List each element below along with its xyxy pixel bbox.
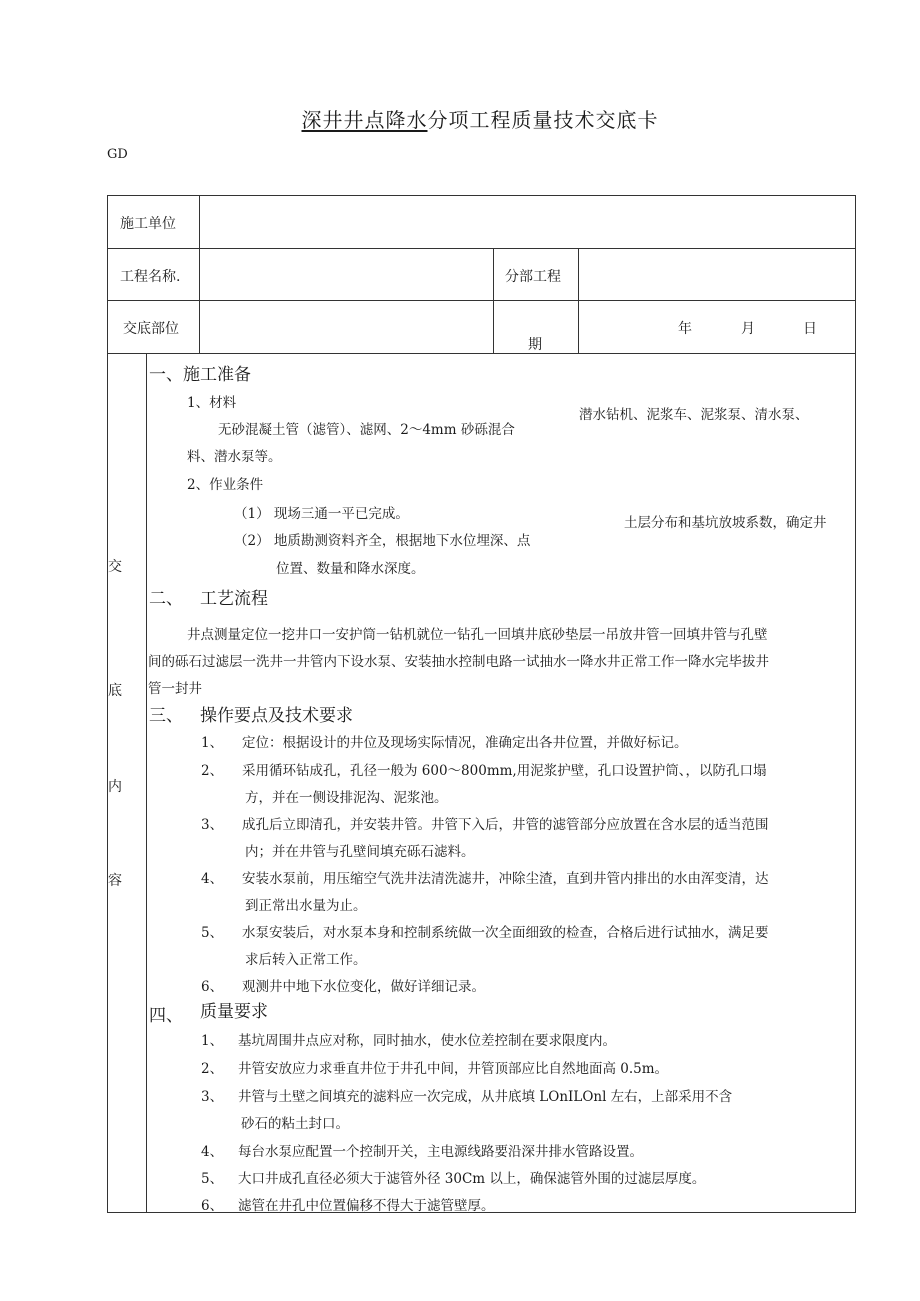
s4-item-3-line-2: 砂石的粘土封口。 xyxy=(241,1116,349,1132)
s3-item-6-num: 6、 xyxy=(201,979,224,995)
s4-item-4-text: 每台水泵应配置一个控制开关，主电源线路要沿深井排水管路设置。 xyxy=(238,1144,643,1160)
s4-item-6-num: 6、 xyxy=(201,1198,224,1214)
s4-item-5-text: 大口井成孔直径必须大于滤管外径 30Cm 以上，确保滤管外围的过滤层厚度。 xyxy=(238,1171,706,1187)
subproject-label: 分部工程 xyxy=(505,269,561,285)
s3-item-3-line-1: 成孔后立即清孔，并安装井管。井管下入后，井管的滤管部分应放置在含水层的适当范围 xyxy=(242,817,769,833)
side-char-3: 内 xyxy=(108,779,122,795)
side-char-4: 容 xyxy=(108,873,122,889)
condition-right-text: 土层分布和基坑放坡系数，确定井 xyxy=(624,515,827,531)
s3-item-5-num: 5、 xyxy=(201,925,224,941)
mid-col-divider-right xyxy=(578,248,579,353)
s4-item-2-text: 井管安放应力求垂直井位于井孔中间，井管顶部应比自然地面高 0.5m。 xyxy=(238,1061,669,1077)
s3-item-4-num: 4、 xyxy=(201,871,224,887)
handover-part-field[interactable] xyxy=(200,304,490,350)
s3-item-2-line-2: 方，并在一侧设排泥沟、泥浆池。 xyxy=(245,790,448,806)
s4-item-2-num: 2、 xyxy=(201,1061,224,1077)
border-top xyxy=(107,195,856,196)
s4-item-5-num: 5、 xyxy=(201,1171,224,1187)
material-label: 1、材料 xyxy=(187,395,237,411)
side-col-divider xyxy=(146,353,147,1213)
s4-item-1-num: 1、 xyxy=(201,1033,224,1049)
s3-item-3-line-2: 内；并在井管与孔壁间填充砾石滤料。 xyxy=(245,844,475,860)
material-line-2: 料、潜水泵等。 xyxy=(187,449,282,465)
s3-item-4-line-2: 到正常出水量为止。 xyxy=(245,898,367,914)
section-2-heading: 工艺流程 xyxy=(200,589,268,609)
process-line-2: 间的砾石过滤层一洗井一井管内下设水泵、安装抽水控制电路一试抽水一降水井正常工作一降水完毕拔井 xyxy=(148,654,769,670)
s4-item-3-line-1: 井管与土壁之间填充的滤料应一次完成，从井底填 LOnILOnl 左右，上部采用不含 xyxy=(238,1089,733,1105)
s3-item-2-line-1: 采用循环钻成孔，孔径一般为 600～800mm,用泥浆护壁，孔口设置护筒、，以防孔口塌 xyxy=(242,763,767,779)
section-4-number: 四、 xyxy=(149,1006,183,1026)
row-divider-3 xyxy=(107,353,856,354)
material-line-1: 无砂混凝土管（滤管）、滤网、2～4mm 砂砾混合 xyxy=(218,422,515,438)
day-label: 日 xyxy=(803,321,817,337)
conditions-label: 2、作业条件 xyxy=(187,477,264,493)
condition-2-line-2: 位置、数量和降水深度。 xyxy=(276,561,425,577)
title-underlined: 深井井点降水 xyxy=(301,108,428,132)
section-3-heading: 操作要点及技术要求 xyxy=(200,706,353,726)
border-left xyxy=(107,195,108,1213)
date-label: 期 xyxy=(528,337,542,353)
s3-item-2-num: 2、 xyxy=(201,763,224,779)
section-3-number: 三、 xyxy=(149,706,183,726)
side-char-2: 底 xyxy=(108,683,122,699)
project-name-field[interactable] xyxy=(200,252,490,298)
section-1-heading: 一、施工准备 xyxy=(149,365,251,385)
section-4-heading: 质量要求 xyxy=(200,1002,268,1022)
document-title xyxy=(0,104,920,133)
condition-1: （1） 现场三通一平已完成。 xyxy=(234,506,409,522)
document-code: GD xyxy=(107,147,128,162)
s3-item-1-num: 1、 xyxy=(201,735,224,751)
title-rest: 分项工程质量技术交底卡 xyxy=(427,108,659,132)
process-line-3: 管一封井 xyxy=(148,681,202,697)
construction-unit-label: 施工单位 xyxy=(120,216,176,232)
s4-item-6-text: 滤管在井孔中位置偏移不得大于滤管壁厚。 xyxy=(238,1198,495,1214)
s3-item-5-line-2: 求后转入正常工作。 xyxy=(245,952,367,968)
s3-item-1-text: 定位：根据设计的井位及现场实际情况，准确定出各井位置，并做好标记。 xyxy=(242,735,688,751)
construction-unit-field[interactable] xyxy=(200,200,854,246)
s4-item-4-num: 4、 xyxy=(201,1144,224,1160)
mid-col-divider-left xyxy=(493,248,494,353)
condition-2-line-1: （2） 地质勘测资料齐全，根据地下水位埋深、点 xyxy=(234,533,531,549)
s3-item-4-line-1: 安装水泵前，用压缩空气洗井法清洗滤井，冲除尘渣，直到井管内排出的水由浑变清，达 xyxy=(242,871,769,887)
s3-item-3-num: 3、 xyxy=(201,817,224,833)
year-label: 年 xyxy=(678,321,692,337)
row-divider-1 xyxy=(107,248,856,249)
month-label: 月 xyxy=(741,321,755,337)
s3-item-5-line-1: 水泵安装后，对水泵本身和控制系统做一次全面细致的检查，合格后进行试抽水，满足要 xyxy=(242,925,769,941)
subproject-field[interactable] xyxy=(580,252,854,298)
equipment-text: 潜水钻机、泥浆车、泥浆泵、清水泵、 xyxy=(579,407,809,423)
project-name-label: 工程名称. xyxy=(120,269,181,285)
s4-item-3-num: 3、 xyxy=(201,1089,224,1105)
handover-part-label: 交底部位 xyxy=(123,321,179,337)
process-line-1: 井点测量定位一挖井口一安护筒一钻机就位一钻孔一回填井底砂垫层一吊放井管一回填井管与孔壁 xyxy=(187,627,768,643)
border-right xyxy=(855,195,856,1213)
s3-item-6-text: 观测井中地下水位变化，做好详细记录。 xyxy=(242,979,485,995)
side-char-1: 交 xyxy=(108,559,122,575)
s4-item-1-text: 基坑周围井点应对称，同时抽水，使水位差控制在要求限度内。 xyxy=(238,1033,616,1049)
row-divider-2 xyxy=(107,300,856,301)
section-2-number: 二、 xyxy=(149,589,183,609)
